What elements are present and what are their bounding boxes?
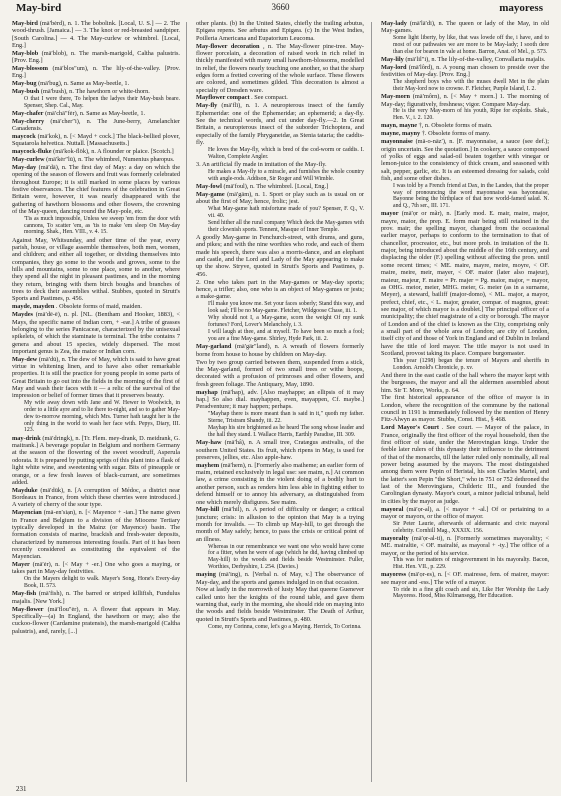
definition-text: (mā-en′siạn), n. [< Mayence + -ian.] The name given in France and Belgium to a division of the Miocene Tertiary typically developed in the Mainz (or Mayence) basin. The formation consists of marine, brackish and fresh-water deposits, characterized by numerous interesting fossils. Part of it has been recently considered as constituting the equivalent of the Mayencian. (12, 509, 180, 561)
headword: May-lily (381, 56, 404, 64)
headword: may-drink (12, 434, 41, 442)
dictionary-entry (12, 303, 180, 310)
dictionary-entry (196, 571, 364, 586)
dictionary-entry (196, 359, 364, 388)
definition-text: . See compact. (251, 94, 288, 102)
definition-text: A goodly May-game in Fenchurch-street, with drums, and guns, and pikes; and with the nine worthies who rode, and each of them made his speech, there was also a morris-dance, and an elephant and castle, and the Lord and Lady of the May appearing to make up the show. Stryve, quoted in Strutt's Sports and Pastimes, p. 456. (196, 234, 364, 278)
dictionary-entry (12, 164, 180, 215)
definition-text: (mā′fish), n. The barred or striped killifish, Fundulus majalis. [New York.] (12, 590, 180, 605)
headword: May-garland (196, 343, 232, 351)
quotation-text: I'll make you know me. Set your faces soberly; Stand this way, and look sad; I'll be no May-game. Fletcher, Wildgoose Chase, iii. 1. (208, 301, 364, 314)
headword: mayoress (381, 571, 407, 579)
headword: May-fowl (196, 182, 222, 190)
headword: Mayencian (12, 509, 42, 517)
dictionary-entry (196, 506, 364, 543)
quotation-text: Mayhap his sire brightened as he heard The song whose leader and the hall they stand. I. Wallace Harris, Earthly Paradise, III. 309. (208, 425, 364, 438)
quotation (12, 576, 180, 590)
dictionary-entry (12, 487, 180, 509)
header-page-number: 3660 (271, 2, 290, 12)
definition-text: Against May, Whitsunday, and other time of the year, every parish, house, or village assemble themselves, both men, women, and children; and either all together, or dividing themselves into companies, they go some to the woods and groves, some to the hills and mountains, some to one place, some to another, where they spend all the night in pleasant pastimes, and in the morning they return, bringing with them birch boughs and branches of trees to deck their assemblies withal. Stubbes, quoted in Strutt's Sports and Pastimes, p. 456. (12, 236, 180, 303)
headword: May-bush (12, 88, 40, 96)
dictionary-entry (381, 122, 549, 129)
headword: May-flower decoration (196, 42, 260, 50)
dictionary-entry (196, 161, 364, 168)
definition-text: (mā′lā′di), n. The queen or lady of the May, in old May-games. (381, 20, 549, 35)
quotation (196, 624, 364, 631)
dictionary-entry (381, 138, 549, 182)
dictionary-entry (196, 279, 364, 301)
quotation-text: Come, my Corinna, come, let's go a Maying. Herrick, To Corinna. (208, 623, 362, 630)
definition-text: (mā′lôrd), n. A young man chosen to preside over the festivities of May-day. [Prov. Eng.] (381, 63, 549, 79)
quotation-text: What May-game hath misfortune made of you? Spenser, F. Q., V. vii. 40. (208, 205, 364, 219)
headword: May-curlew (12, 156, 45, 164)
quotation (12, 96, 180, 110)
definition-text: (mā′foul), n. The whimbrel. [Local, Eng.] (223, 182, 329, 190)
definition-text: (mā′kėr″lū), n. The whimbrel, Numenius phæopus. (46, 156, 175, 164)
definition-text: (mā′ọr-al), a. [< mayor + -al.] Of or pertaining to a mayor or mayors, or the office of mayor. (381, 505, 549, 520)
definition-text: (mā′hap), adv. [Also mayhappe; an ellipsis of it may hap.] So also dial. mayhappen, even, mayappen, Cf. maybe.] Peradventure; it may happen; perhaps. (196, 388, 364, 411)
definition-text: (mā′cher″i), n. The June-berry, Amelanchier Canadensis. (12, 117, 180, 133)
quotation (196, 425, 364, 439)
definition-text: (mā′môrn), n. [< May + morn.] 1. The morning of May-day; figuratively, freshness; vigor. Compare May-day. (381, 93, 549, 108)
quotation-text: "Mayhap there is more meant than is said in it," quoth my father. Sterne, Tristram Shandy, iii. 22. (208, 411, 364, 424)
quotation (381, 183, 549, 210)
quotation-text: Sir Peter Laurie, afterwards of aldermanic and civic mayoral celebrity. Cornhill Mag., XXXIX. 156. (393, 520, 549, 534)
definition-text: (mā′gär″land), n. A wreath of flowers formerly borne from house to house by children on May-day. (196, 343, 364, 358)
quotation-text: Send hither all the rural company Which deck the May-games with their clownish sports. Tennent, Masque of Inner Temple. (208, 220, 364, 233)
definition-text: (mā′chā″fėr), n. Same as May-beetle, 1. (45, 110, 146, 118)
dictionary-entry (12, 88, 180, 95)
definition-text: (mā′kok), n. [< Mayd + cock.] The black-bellied plover, Squatarola helvetica. Nuttall. [Massachusetts.] (12, 133, 180, 148)
definition-text: Now at lastly in the morrowth of lusty May that queene Guenever called unto her the knights of the round table, and gave them warning that, early in the morning, she should ride on maying into the woods and fields beside Westminster. The Death of Arthur, quoted in Strutt's Sports and Pastimes, p. 480. (196, 586, 364, 623)
quotation (196, 329, 364, 343)
headword: May-day (12, 163, 37, 171)
headword: mayoralty (381, 534, 409, 542)
dictionary-entry (381, 130, 549, 137)
headword: mayhap (196, 388, 218, 396)
headword: maying (196, 571, 216, 579)
definition-text: (mā′dā), n. The first day of May: a day on which the opening of the season of flowers and fruit was formerly celebrated throughout Europe; it is still marked in some places by various festive observances. The chief features of the celebration in Great Britain were, however, it was nearly disappeared with the gathering of hawthorn blossoms and other flowers, the crowning of the May-queen, dancing round the May-pole, etc. (12, 163, 180, 215)
definition-text: (mā′bush), n. The hawthorn or white-thorn. (40, 88, 150, 96)
dictionary-entry (196, 234, 364, 278)
headword: mayhem (196, 461, 220, 469)
dictionary-entry (381, 210, 549, 357)
headword: May-bug (12, 80, 37, 88)
quotation (196, 301, 364, 315)
dictionary-entry (12, 237, 180, 303)
dictionary-entry (381, 424, 549, 505)
dictionary-entry (381, 394, 549, 423)
headword: Mayer (12, 561, 30, 569)
dictionary-entry (196, 389, 364, 411)
dictionary-entry (12, 156, 180, 163)
definition-text: (mā′ọr or mãr), n. [Early mod. E. mair, maire, major, mayre, maior, the prep. E. form mair being still retained in the prov. mair; the spelling mayor, changed from the occasional earlier mayor, perhaps to conform to the termination to that of chancellor, procreator, etc., but more prob. in imitation of the It. major, being introduced about the middle of the 16th century, and displacing the older (F.) spelling without affecting the pron. until some recent times; < ME. maire, mayre, meire, moyre, < OF. maire, meire, meir, mayer, < OF. maior (later also majeur), maieur, majeur, F. maire = Pr. majer = Pg. maior, major, = mayor, as OHG. meior, meier, MHG. meier, G. meier (as in a surname, Meyer), a steward, bailiff (major-domo), < ML. major, a mayor, prefect, chief, etc., < L. major, greater, compar. of magnus, great: see major, of which mayor is a doublet.] The principal officer of a municipality; the chief magistrate of a city or borough. The mayor of London and of the chief is known as the City, comprising only a small part of the whole area of London; are city of London, itself city of and those of York in England and of Dublin in Ireland have the title of lord mayor. The title mayor is not used in Scotland, provost taking its place. Compare burgomaster. (381, 210, 549, 357)
headword: May-morn (381, 93, 411, 101)
dictionary-entry (381, 56, 549, 63)
definition-text: (mā′blos″um), n. The lily-of-the-valley. [Prov. Eng.] (12, 65, 180, 80)
definition-text: 2. One who takes part in the May-games or May-day sports; hence, a trifler; also, one who is an object of May-games or jests; a make-game. (196, 278, 364, 301)
dictionary-entry (12, 606, 180, 635)
dictionary-entry (381, 571, 549, 586)
headword: May-chafer (12, 110, 44, 118)
quotation (196, 544, 364, 571)
dictionary-entry (12, 311, 180, 355)
dictionary-entry (196, 183, 364, 190)
header-right-guideword: mayoress (499, 2, 543, 14)
dictionary-entry (381, 20, 549, 35)
headword: May-game (196, 190, 225, 198)
definition-text: (mā′hil), n. A period of difficulty or danger; a critical juncture; crisis: in allusion to the opinion that May is a trying month for invalids. — To climb up May-hill, to get through the month of May safely; hence, to pass the crisis or critical point of an illness. (196, 506, 364, 543)
column-3 (381, 20, 549, 788)
definition-text: other plants. (b) In the United States, chiefly the trailing arbutus, Epigæa repens. See arbutus and Epigæa. (c) In the West Indies, Poilleria Americana and Eupatorium Leucoma. (196, 20, 364, 42)
definition-text: (mā′ọr-es), n. [< OF. mairesse, fem. of mairer, mayor: see mayor and -ess.] The wife of a mayor. (381, 571, 549, 586)
headword: mayor (381, 210, 399, 218)
quotation (381, 557, 549, 571)
definition-text: †, n. Obsolete forms of main. (418, 122, 493, 130)
definition-text: (mā′ọr-al-ti), n. [Formerly sometimes mayorality; < ME. mairaltie, < OF. mairalté, as mayoral + -ty.] The office of a mayor, or the period of his service. (381, 534, 549, 557)
dictionary-entry (381, 535, 549, 557)
quotation (196, 220, 364, 234)
definition-text: (mā′bėrd), n. 1. The bobolink. [Local, U. S.] — 2. The wood-thrush. [Jamaica.] — 3. The knot or red-breasted sandpiper. [South Carolina.] — 4. The May-curlew or whimbrel. [Local, Eng.] (12, 20, 180, 50)
quotation (196, 315, 364, 329)
definition-text: (mā′hem), n. [Formerly also maihemе; an earlier form of maim, retained exclusively in legal use: see maim, n.] At common law, a crime consisting in the violent doing of a bodily hurt to another person, such as renders him less able in fighting either to defend himself or to annoy his adversary, as distinguished from one which merely disfigures. See maim. (196, 461, 364, 506)
quotation-text: He loves the May-fly, which is bred of the cod-worm or caddis. I. Walton, Complete Angler. (208, 146, 364, 160)
quotation-text: This was for matters of misgovernment in his mayoralty. Bacon, Hist. Hen. VII., p. 229. (393, 557, 549, 571)
dictionary-entry (12, 356, 180, 400)
quotation-text: Why should not I, a May-game, scorn the weight Of my sunk fortunes? Ford, Lover's Melancholy, i. 3. (208, 315, 364, 329)
quotation (196, 411, 364, 425)
quotation (12, 400, 180, 434)
headword: May-cherry (12, 117, 45, 125)
definition-text: . See court. — Mayor of the palace, in France, originally the first officer of the royal household, then the first officer of state, under the Merovingian kings. Under the feeble later rulers of this dynasty their influence to the detriment of that of the monarchs, till the latter ruled only nominally, all real power being assumed by the mayors. The most distinguished among them were Pepin of Heristal, his son Charles Martel, and the latter's son Pepin "the Short," who in 751 or 752 dethroned the last of the Merovingians, Childeric III., and founded the Carolingian dynasty. Mayor's court, a minor judicial tribunal, held in cities by the mayor as judge. (381, 424, 549, 505)
headword: Lord Mayor's Court (381, 424, 439, 432)
dictionary-entry (196, 586, 364, 623)
definition-text: (mā′lil″i), n. The lily-of-the-valley, Convallaria majalis. (405, 56, 546, 64)
dictionary-entry (196, 343, 364, 358)
column-1 (12, 20, 180, 788)
headword: May-lady (381, 20, 407, 27)
headword: Maydes (12, 311, 33, 319)
quotation (196, 147, 364, 161)
headword: May-flower (12, 605, 44, 613)
signature-mark: 231 (16, 785, 27, 793)
definition-text: (mā-o-nāz′), n. [F. mayonnaise, a sauce (see def.); origin uncertain. See the quotation.] In cookery, a sauce composed of yolks of eggs and salad-oil beaten together with vinegar or lemon-juice to the consistency of thick cream, and seasoned with salt, pepper, garlic, etc. It is an esteemed dressing for salads, cold fish, and some other dishes. (381, 138, 549, 182)
headword: May-haw (196, 439, 222, 447)
header-left-guideword: May-bird (16, 2, 62, 14)
headword: Mayflower compact (196, 94, 250, 102)
headword: mayonnaise (381, 138, 413, 146)
definition-text: And there in the east castle of the hall whero the mayor kept with the burgesses, the mayor and all the aldermen assembled about him. Sir T. More, Works, p. 64. (381, 371, 549, 394)
dictionary-entry (12, 561, 180, 576)
headword: mayn, mayne (381, 122, 418, 130)
headword: May-hill (196, 506, 220, 514)
quotation-text: O that I were there, To helpen the ladyes their May-bush beare. Spenser, Shep. Cal., May. (24, 95, 180, 109)
column-2 (196, 20, 364, 788)
headword: May-blossom (12, 65, 49, 73)
definition-text: (mā′flī), n. 1. A neuropterous insect of the family Ephemeridæ: one of the Ephemeridæ; an ephemerid; a day-fly. See the technical words, and cut under day-fly.—2. In Great Britain, a neuropterous insect of the suborder Trichoptera, and especially of the family Phryganeidæ, as Stenia tataria; the caddis-fly. (196, 102, 364, 146)
definition-text: (mā′blob), n. The marsh-marigold, Caltha palustris. [Prov. Eng.] (12, 49, 180, 65)
headword: Mayduke (12, 486, 38, 494)
column-rule-1 (186, 22, 187, 782)
headword: maycock-fluke (12, 148, 52, 156)
running-header (0, 2, 561, 18)
quotation (381, 35, 549, 55)
quotation (381, 358, 549, 372)
dictionary-entry (12, 590, 180, 605)
quotation (196, 169, 364, 183)
dictionary-entry (196, 191, 364, 206)
dictionary-entry (12, 110, 180, 117)
dictionary-entry (381, 93, 549, 108)
definition-text: (mā′kok-flök), n. A flounder or plaice. [Scotch.] (53, 148, 174, 156)
quotation-text: The shepherd boys who with the muses dwell Met in the plain their May-lord now to crowne. F. Fletcher, Purple Island, I. 2. (393, 79, 549, 92)
headword: mayde, mayden (12, 303, 55, 311)
dictionary-entry (12, 65, 180, 80)
quotation-text: 'Tis as much impossible, Unless we sweep 'em from the door with cannons, To scatter 'em, as 'tis to make 'em sleep On May-day morning. Shak., Hen. VIII., v. 4. 15. (24, 215, 180, 236)
quotation-text: This year (1298) began the tenure of Mayors and sheriffs in London. Arnold's Chronicle, p. xv. (393, 357, 549, 371)
dictionary-entry (12, 80, 180, 87)
dictionary-entry (381, 506, 549, 521)
headword: May-fish (12, 590, 37, 598)
definition-text: (mā′dū), n. The dew of May, which is said to have great virtue in whitening linen, and to have also other remarkable properties. It is still the practice for young people in some parts of Great Britain to go out into the fields in the morning of the first of May and wash their faces with it — a relic of the survival of the impression or belief of former times that it preserves beauty. (12, 355, 180, 400)
definition-text: . Obsolete forms of maid, maiden. (55, 303, 142, 311)
quotation (381, 521, 549, 535)
quotation-text: On the Mayers delight to walk. Mayer's Song, Hone's Every-day Book, II. 573. (24, 576, 180, 590)
definition-text: (mā′gām), n. 1. Sport or play such as is usual on or about the first of May; hence, frolic; jest. (196, 190, 364, 206)
headword: maycock (12, 133, 36, 141)
definition-text: (mā′flou″ėr), n. A flower that appears in May. Specifically—(a) In England, the hawthorn or may; also the cuckoo-flower (Cardamine pratensis), the marsh-marigold (Caltha palustris), and, rarely, [...] (12, 605, 180, 635)
definition-text: (mā′dē-ē), n. pl. [NL. (Bentham and Hooker, 1883), < Mays, the specific name of Indian corn, + -eæ.] A tribe of grasses belonging to the series Panicaceæ, characterized by the unisexual spikelets, of which the staminate is terminal. The tribe contains 7 genera and about 15 species, widely dispersed. The most important genus is Zea, the maize or Indian corn. (12, 311, 180, 355)
definition-text: (mā′ėr), n. [< May + -er.] One who goes a maying, or takes part in May-day festivities. (12, 561, 180, 576)
definition-text: , n. The May-flower pine-tree. May-flower porcelain, a decoration of raised work in rich relief in thickly manifested with many small hawthorn-blossoms, modelled in relief, the flowers nearly touching one another, so that the sharp edges form a fretted covering of the whole surface. These flowers are colored, and sometimes gilded. This decoration is almost a specialty of Dresden ware. (196, 42, 364, 94)
quotation (381, 79, 549, 93)
dictionary-entry (196, 462, 364, 506)
quotation (381, 108, 549, 122)
quotation-text: He is the very May-morn of his youth, Ripe for exploits. Shak., Hen. V., i. 2. 120. (393, 108, 549, 122)
dictionary-entry (12, 133, 180, 148)
dictionary-entry (196, 43, 364, 94)
headword: May-dew (12, 355, 38, 363)
definition-text: (mā′ing), n. [Verbal n. of May, v.] The observance of May-day, and the sports and games indulged in on that occasion. (196, 571, 364, 586)
definition-text: †. Obsolete forms of many. (421, 130, 491, 138)
dictionary-entry (12, 435, 180, 486)
definition-text: (mā′bug), n. Same as May-beetle, 1. (38, 80, 130, 88)
headword: May-fly (196, 102, 218, 110)
dictionary-entry (12, 148, 180, 155)
definition-text: 3. An artificial fly made in imitation of the May-fly. (196, 160, 327, 168)
headword: May-blob (12, 49, 39, 57)
definition-text: (mā′dūk), n. [A corruption of Médoc, a district near Bordeaux in France, from which these cherries were introduced.] A variety of cherry of the sour type. (12, 486, 180, 509)
quotation-text: He makes a May-fly to a miracle, and furnishes the whole country with angle-rods. Addison, Sir Roger and Will Wimble. (208, 168, 364, 182)
headword: mayne, mayny (381, 130, 421, 138)
dictionary-entry (196, 102, 364, 146)
column-rule-2 (371, 22, 372, 782)
dictionary-entry (196, 94, 364, 101)
definition-text: (mā′hâ), n. A small tree, Cratægus æstivalis, of the southern United States. Its fruit, which ripens in May, is used for preserves, jellies, etc. Also apple-haw. (196, 439, 364, 461)
quotation (12, 216, 180, 236)
headword: mayoral (381, 505, 404, 513)
quotation-text: Some light liberty, by like, that was lowde off the, i have, and to most of our pathwaies we are more to be May-lady; I sooth dere than else for bearen in vale at home. Barron, Anat. of Mel., p. 573. (393, 35, 549, 55)
dictionary-entry (12, 50, 180, 65)
dictionary-entry (12, 20, 180, 49)
quotation-text: My wife away down with Jane and W. Hewer to Woolwich, in order to a little ayre and to lie there to-night, and so to gather May-dew to-morrow morning, which Mrs. Turner hath taught her is the only thing in the world to wash her face with. Pepys, Diary, III. 123. (24, 400, 180, 434)
dictionary-entry (196, 20, 364, 42)
quotation (381, 587, 549, 601)
definition-text: The first historical appearance of the office of mayor is in London, where the recognition of the commune by the national council in 1191 is immediately followed by the mention of Henry Fitz-Alwyn as mayor. Stubbs, Const. Hist., § 468. (381, 394, 549, 424)
definition-text: (mā′dringk), n. [Tr. Flem. mey-drank, D. meidrank, G. maitrank.] A beverage popular in Belgium and northern Germany at the season of the flowering of the sweet woodruff, Asperula odorata. It is prepared by putting sprigs of this plant into a flask of light white wine, and sweetening with sugar. Bits of pineapple or orange, or a few fresh leaves of black-currant, are sometimes added. (12, 434, 180, 486)
dictionary-entry (381, 64, 549, 79)
dictionary-entry (381, 372, 549, 394)
definition-text: Two by two group carried between them, suspended from a stick, the May-garland, formed of two small trees or withe hoops, decorated with a profusion of primroses and other flowers, and fresh green foliage. The Antiquary, May, 1890. (196, 358, 364, 388)
dictionary-entry (12, 509, 180, 560)
quotation-text: Whereas in our remembrance we want one who would have come for a fitter, when he were of age (which he did, having climbed up May-hill) to the woods and fields beside Westminster. Fuller, Worthies, Derbyshire, I. 254. (Davies.) (208, 543, 364, 570)
headword: May-bird (12, 20, 38, 27)
quotation-text: To ride in a fine gilt coach and six, Like Her Worship the Lady Mayoress. Hood, Miss Kilmansegg, Her Education. (393, 586, 549, 600)
dictionary-entry (12, 118, 180, 133)
quotation (196, 206, 364, 220)
quotation-text: I will laugh at thee, and at myself. To have been so much a fool; you are a fine May-game. Shirley, Hyde Park, iii. 2. (208, 329, 364, 343)
quotation-text: I was told by a French friend at Dax, in the Landes, that the proper way of pronouncing the word mayonnaise was bayonnaise, Bayonne being the birthplace of that now world-famed salad. N. and Q., 7th ser., III. 171. (393, 182, 549, 210)
headword: May-lord (381, 63, 407, 71)
dictionary-entry (196, 439, 364, 461)
